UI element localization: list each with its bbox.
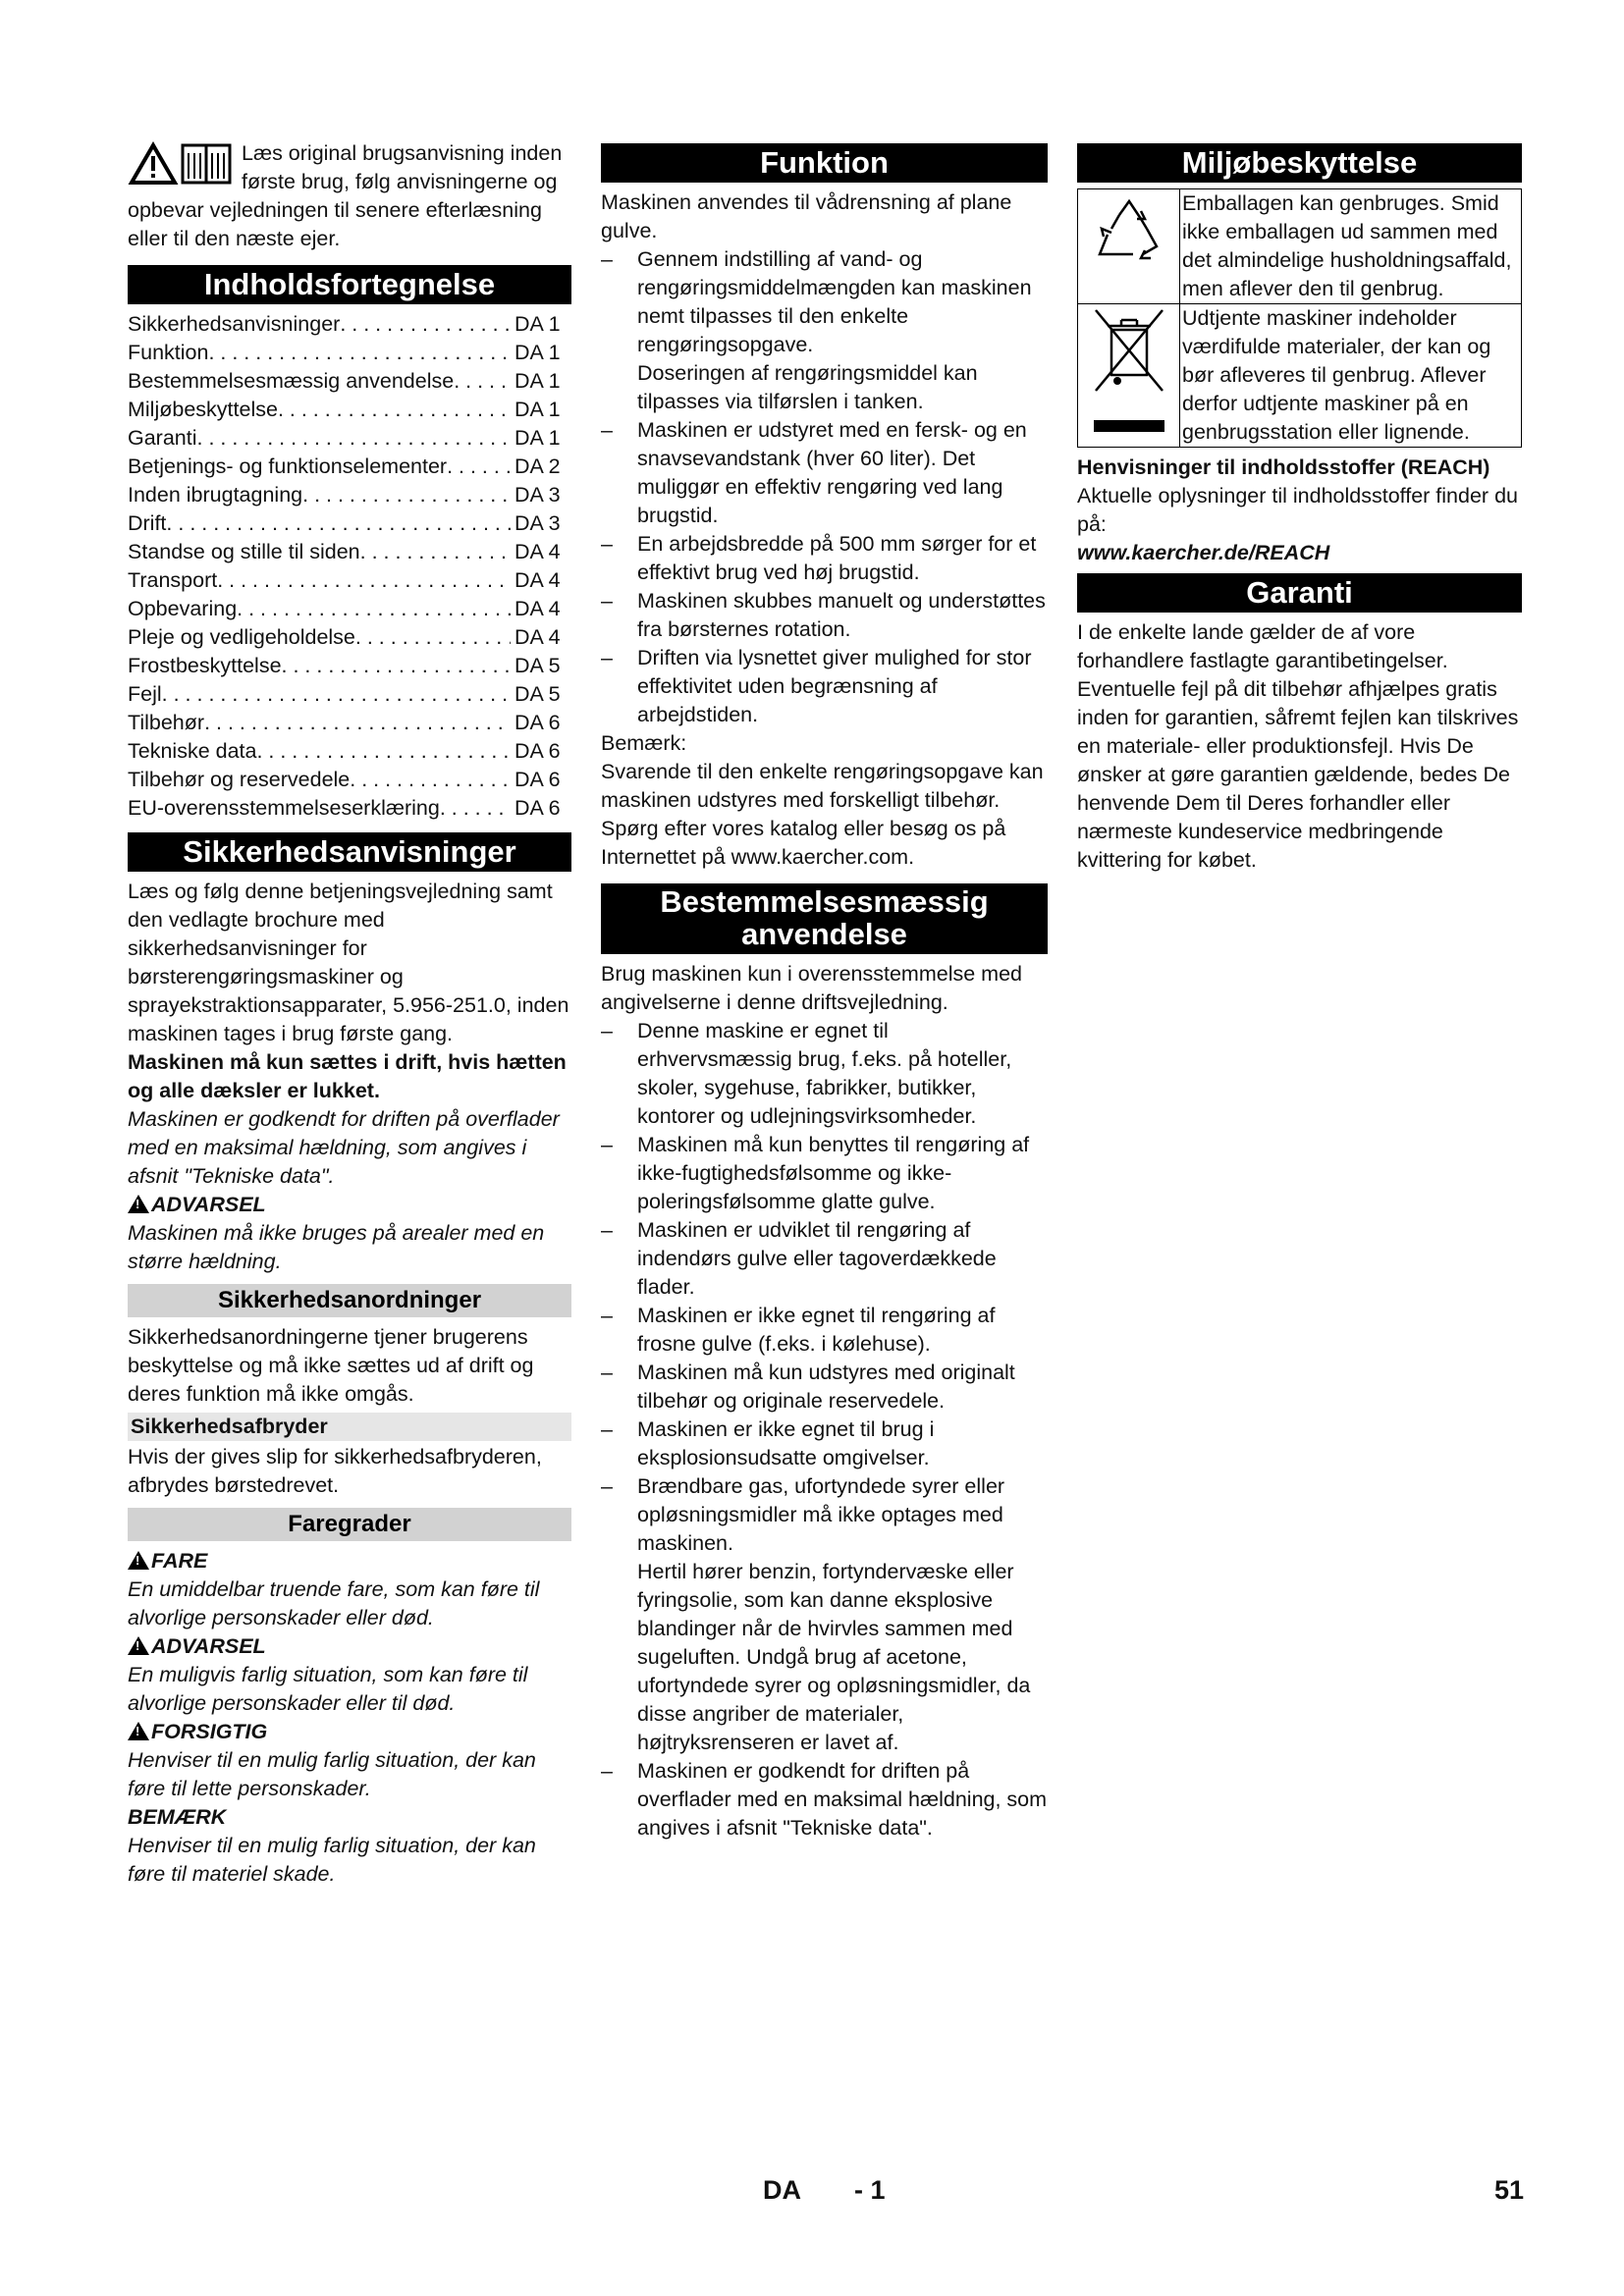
function-item [601, 245, 1048, 416]
hazard-label-text: BEMÆRK [128, 1805, 227, 1829]
intended-item [601, 1757, 1048, 1842]
crossed-bin-icon [1078, 304, 1180, 447]
toc-entry[interactable] [128, 453, 571, 481]
intended-item [601, 1131, 1048, 1216]
toc-dot-leader [360, 538, 511, 566]
toc-entry-page: DA 6 [514, 711, 561, 734]
intro-text: Læs original brugsanvisning inden første brug, følg anvisningerne og opbevar vejledningen til senere efterlæsning eller til den næste ejer. [128, 141, 563, 250]
toc-entry[interactable] [128, 481, 571, 509]
toc-dot-leader [162, 680, 511, 709]
safety-devices-text: Sikkerhedsanordningerne tjener brugerens beskyttelse og må ikke sættes ud af drift og deres funktion må ikke omgås. [128, 1325, 534, 1406]
toc-dot-leader [204, 709, 511, 737]
warning-icon [128, 1551, 149, 1570]
toc-entry-label: Bestemmelsesmæssig anvendelse [128, 369, 455, 393]
function-item-text: Driften via lysnettet giver mulighed for stor effektivitet uden begrænsning af arbejdstiden. [637, 646, 1032, 726]
intended-title-line2: anvendelse [741, 917, 907, 951]
hazard-label-text: ADVARSEL [151, 1634, 266, 1658]
intended-item-text: Maskinen må kun benyttes til rengøring af ikke-fugtighedsfølsomme og ikke-poleringsfølsomme glatte gulve. [637, 1133, 1030, 1213]
function-list [601, 245, 1048, 729]
intro-notice [128, 139, 571, 253]
warning-icon [128, 1636, 149, 1655]
safety-bold-paragraph: Maskinen må kun sættes i drift, hvis hætten og alle dæksler er lukket. [128, 1050, 567, 1102]
toc-entry-label: Frostbeskyttelse [128, 654, 282, 677]
toc-entry-page: DA 1 [514, 426, 561, 450]
toc-dot-leader [278, 396, 511, 424]
intended-item-text: Maskinen er godkendt for driften på overflader med en maksimal hældning, som angives i afsnit "Tekniske data". [637, 1759, 1048, 1840]
warning-manual-icon [128, 139, 238, 188]
hazard-text: Henviser til en mulig farlig situation, der kan føre til lette personskader. [128, 1748, 536, 1800]
toc-entry[interactable] [128, 794, 571, 823]
toc-dot-leader [355, 623, 511, 652]
toc-dot-leader [208, 339, 511, 367]
toc-entry-page: DA 4 [514, 597, 561, 620]
toc-entry[interactable] [128, 310, 571, 339]
toc-entry-label: Garanti [128, 426, 197, 450]
intended-item [601, 1302, 1048, 1359]
column-left [128, 139, 571, 1889]
toc-entry[interactable] [128, 623, 571, 652]
toc-entry-label: Transport [128, 568, 218, 592]
hazard-levels-heading: Faregrader [128, 1508, 571, 1541]
toc-entry-label: Inden ibrugtagning [128, 483, 303, 507]
toc-entry-page: DA 3 [514, 511, 561, 535]
toc-entry-label: Tilbehør og reservedele [128, 768, 351, 791]
toc-entry-page: DA 6 [514, 739, 561, 763]
hazard-label [128, 1803, 571, 1832]
footer-page-number: 51 [1494, 2175, 1525, 2205]
function-item-text: Gennem indstilling af vand- og rengøringsmiddelmængden kan maskinen nemt tilpasses til den enkelte rengøringsopgave. [637, 247, 1032, 356]
hazard-label [128, 1547, 571, 1575]
note-text-1: Svarende til den enkelte rengøringsopgave kan maskinen udstyres med forskelligt tilbehør. [601, 760, 1044, 812]
intended-list [601, 1017, 1048, 1842]
footer-section-page: - 1 [854, 2175, 886, 2205]
intended-item [601, 1472, 1048, 1757]
function-heading: Funktion [601, 143, 1048, 183]
toc-entry[interactable] [128, 652, 571, 680]
toc-entry-page: DA 1 [514, 398, 561, 421]
toc-entry-page: DA 5 [514, 654, 561, 677]
intended-title-line1: Bestemmelsesmæssig [660, 884, 989, 919]
toc-entry[interactable] [128, 538, 571, 566]
toc-entry[interactable] [128, 709, 571, 737]
toc-entry-label: Opbevaring [128, 597, 238, 620]
toc-entry-page: DA 5 [514, 682, 561, 706]
toc-entry-label: Fejl [128, 682, 162, 706]
toc-entry-page: DA 4 [514, 568, 561, 592]
safety-italic-paragraph: Maskinen er godkendt for driften på overflader med en maksimal hældning, som angives i afsnit "Tekniske data". [128, 1107, 560, 1188]
toc-entry[interactable] [128, 509, 571, 538]
reach-heading: Henvisninger til indholdsstoffer (REACH) [1077, 455, 1490, 479]
warning-icon [128, 1722, 149, 1740]
intended-item [601, 1216, 1048, 1302]
toc-entry[interactable] [128, 595, 571, 623]
toc-dot-leader [302, 481, 511, 509]
intended-item-extra: Hertil hører benzin, fortyndervæske eller fyringsolie, som kan danne eksplosive blandinger når de hvirvles sammen med sugeluften. Undgå brug af acetone, ufortyndede syrer og opløsningsmidler, da disse angriber de materialer, højtryksrenseren er lavet af. [637, 1560, 1031, 1754]
hazard-label [128, 1632, 571, 1661]
warning-label: !ADVARSEL [128, 1191, 571, 1219]
environment-row-packaging [1078, 189, 1521, 304]
toc-dot-leader [340, 310, 511, 339]
environment-table [1077, 188, 1522, 448]
toc-dot-leader [237, 595, 511, 623]
safety-heading: Sikkerhedsanvisninger [128, 832, 571, 872]
function-item [601, 587, 1048, 644]
toc-entry-page: DA 1 [514, 341, 561, 364]
toc-entry-page: DA 1 [514, 369, 561, 393]
packaging-text: Emballagen kan genbruges. Smid ikke emballagen ud sammen med det almindelige husholdningsaffald, men aflever den til genbrug. [1182, 191, 1512, 300]
toc-list [128, 310, 571, 823]
hazard-label [128, 1718, 571, 1746]
toc-entry-page: DA 6 [514, 796, 561, 820]
toc-entry[interactable] [128, 396, 571, 424]
toc-entry-page: DA 4 [514, 540, 561, 563]
intended-item-text: Maskinen må kun udstyres med originalt tilbehør og originale reservedele. [637, 1361, 1015, 1413]
toc-entry-page: DA 4 [514, 625, 561, 649]
note-text-2: Spørg efter vores katalog eller besøg os på Internettet på www.kaercher.com. [601, 817, 1006, 869]
intended-item [601, 1359, 1048, 1415]
toc-dot-leader [447, 453, 511, 481]
intended-item-text: Brændbare gas, ufortyndede syrer eller opløsningsmidler må ikke optages med maskinen. [637, 1474, 1005, 1555]
toc-entry[interactable] [128, 680, 571, 709]
toc-entry-label: Funktion [128, 341, 209, 364]
safety-devices-heading: Sikkerhedsanordninger [128, 1284, 571, 1317]
function-item-text: En arbejdsbredde på 500 mm sørger for et effektivt brug ved høj brugstid. [637, 532, 1037, 584]
safety-switch-heading: Sikkerhedsafbryder [128, 1413, 571, 1441]
toc-entry[interactable] [128, 339, 571, 367]
function-item-text: Maskinen skubbes manuelt og understøttes fra børsternes rotation. [637, 589, 1046, 641]
toc-entry-label: Miljøbeskyttelse [128, 398, 278, 421]
toc-dot-leader [350, 766, 511, 794]
safety-paragraph: Læs og følg denne betjeningsvejledning samt den vedlagte brochure med sikkerhedsanvisninger for børsterengøringsmaskiner og sprayekstraktionsapparater, 5.956-251.0, inden maskinen tages i brug første gang. [128, 880, 569, 1045]
toc-entry-label: EU-overensstemmelseserklæring [128, 796, 440, 820]
column-middle [601, 139, 1048, 1842]
toc-entry[interactable] [128, 566, 571, 595]
footer-language: DA [763, 2175, 801, 2205]
toc-entry-page: DA 1 [514, 312, 561, 336]
hazard-text: En umiddelbar truende fare, som kan føre til alvorlige personskader eller død. [128, 1577, 540, 1629]
intended-item-text: Maskinen er ikke egnet til brug i eksplosionsudsatte omgivelser. [637, 1417, 935, 1469]
warning-text: Maskinen må ikke bruges på arealer med en større hældning. [128, 1221, 545, 1273]
note-label: Bemærk: [601, 731, 687, 755]
column-right [1077, 139, 1522, 875]
toc-entry-page: DA 3 [514, 483, 561, 507]
toc-dot-leader [440, 794, 511, 823]
toc-entry[interactable] [128, 367, 571, 396]
toc-entry-label: Betjenings- og funktionselementer [128, 454, 448, 478]
toc-entry-label: Pleje og vedligeholdelse [128, 625, 355, 649]
toc-entry-label: Drift [128, 511, 167, 535]
reach-link[interactable]: www.kaercher.de/REACH [1077, 541, 1330, 564]
toc-heading: Indholdsfortegnelse [128, 265, 571, 304]
intended-use-heading [601, 883, 1048, 954]
hazard-label-text: FORSIGTIG [151, 1720, 268, 1743]
function-item-text: Maskinen er udstyret med en fersk- og en snavsevandstank (hver 60 liter). Det muliggør en effektiv rengøring ved lang brugstid. [637, 418, 1027, 527]
intended-item [601, 1415, 1048, 1472]
toc-dot-leader [256, 737, 511, 766]
toc-entry[interactable] [128, 737, 571, 766]
intended-item-text: Denne maskine er egnet til erhvervsmæssig brug, f.eks. på hoteller, skoler, sygehuse, fabrikker, butikker, kontorer og udlejningsvirksomheder. [637, 1019, 1012, 1128]
toc-dot-leader [454, 367, 511, 396]
safety-switch-text: Hvis der gives slip for sikkerhedsafbryderen, afbrydes børstedrevet. [128, 1445, 542, 1497]
hazard-list [128, 1547, 571, 1889]
intended-item [601, 1017, 1048, 1131]
function-item [601, 416, 1048, 530]
toc-dot-leader [282, 652, 511, 680]
function-intro: Maskinen anvendes til vådrensning af plane gulve. [601, 190, 1012, 242]
hazard-label-text: FARE [151, 1549, 208, 1573]
toc-dot-leader [166, 509, 511, 538]
warning-icon [128, 1195, 149, 1213]
intended-item-text: Maskinen er udviklet til rengøring af indendørs gulve eller tagoverdækkede flader. [637, 1218, 997, 1299]
environment-heading: Miljøbeskyttelse [1077, 143, 1522, 183]
disposal-text: Udtjente maskiner indeholder værdifulde materialer, der kan og bør afleveres til genbrug. Aflever derfor udtjente maskiner på en genbrugsstation eller lignende. [1182, 306, 1491, 444]
hazard-text: En muligvis farlig situation, som kan føre til alvorlige personskader eller til død. [128, 1663, 528, 1715]
function-item [601, 644, 1048, 729]
reach-text: Aktuelle oplysninger til indholdsstoffer finder du på: [1077, 484, 1518, 536]
recycle-icon [1078, 189, 1180, 303]
toc-entry-label: Sikkerhedsanvisninger [128, 312, 341, 336]
toc-entry[interactable] [128, 424, 571, 453]
warranty-text: I de enkelte lande gælder de af vore forhandlere fastlagte garantibetingelser. Eventuelle fejl på dit tilbehør afhjælpes gratis inden for garantien, såfremt fejlen kan tilskrives en materiale- eller produktionsfejl. Hvis De ønsker at gøre garantien gældende, bedes De henvende Dem til Deres forhandler eller nærmeste kundeservice medbringende kvittering for købet. [1077, 620, 1519, 872]
intended-intro: Brug maskinen kun i overensstemmelse med angivelserne i denne driftsvejledning. [601, 962, 1022, 1014]
toc-entry-label: Tekniske data [128, 739, 257, 763]
toc-entry-page: DA 2 [514, 454, 561, 478]
toc-entry[interactable] [128, 766, 571, 794]
toc-entry-page: DA 6 [514, 768, 561, 791]
toc-entry-label: Standse og stille til siden [128, 540, 360, 563]
warranty-heading: Garanti [1077, 573, 1522, 613]
toc-entry-label: Tilbehør [128, 711, 205, 734]
intended-item-text: Maskinen er ikke egnet til rengøring af frosne gulve (f.eks. i kølehuse). [637, 1304, 996, 1356]
toc-dot-leader [197, 424, 511, 453]
function-item [601, 530, 1048, 587]
function-item-extra: Doseringen af rengøringsmiddel kan tilpasses via tilførslen i tanken. [637, 361, 978, 413]
toc-dot-leader [217, 566, 511, 595]
environment-row-disposal [1078, 304, 1521, 447]
hazard-text: Henviser til en mulig farlig situation, der kan føre til materiel skade. [128, 1834, 536, 1886]
